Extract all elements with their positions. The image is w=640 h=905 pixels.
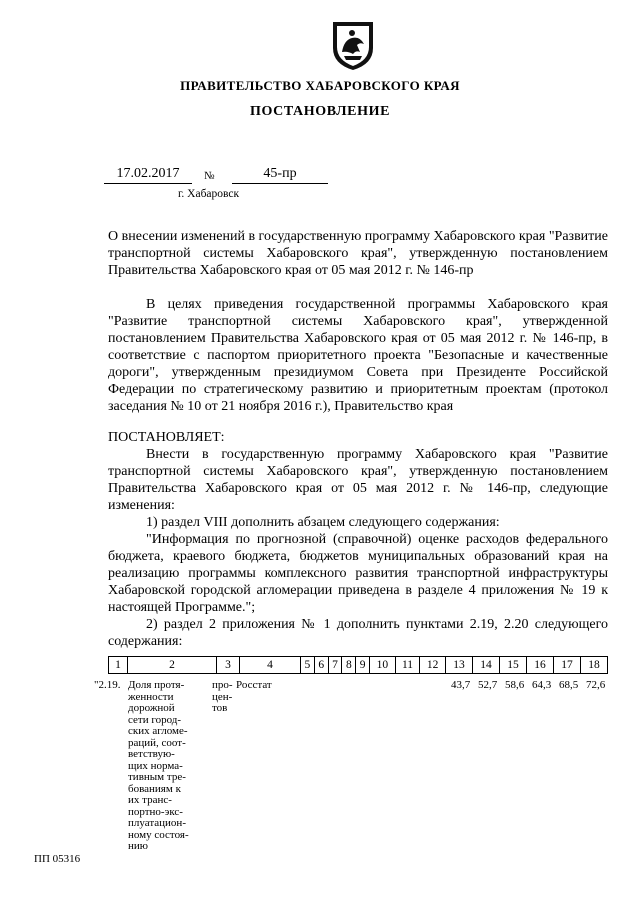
paragraph-item-2: 2) раздел 2 приложения № 1 дополнить пунктами 2.19, 2.20 следующего содержания: — [108, 617, 608, 649]
name-line: нию — [128, 840, 148, 852]
decree-title: О внесении изменений в государственную программу Хабаровского края "Развитие транспортной системы Хабаровского края", утвержденную постановлением Правительства Хабаровского края от 05 мая 2012 г. № 146-пр — [108, 229, 608, 278]
decree-date: 17.02.2017 — [104, 166, 192, 184]
header-cell: 15 — [500, 657, 527, 674]
paragraph-item-1: 1) раздел VIII дополнить абзацем следующего содержания: — [146, 515, 500, 530]
row-value-18: 72,6 — [586, 679, 606, 691]
unit-line: тов — [212, 702, 228, 714]
row-number: "2.19. — [94, 679, 121, 691]
decree-number: 45-пр — [232, 166, 328, 184]
name-line: ветствую- — [128, 748, 175, 760]
row-value-16: 64,3 — [532, 679, 552, 691]
header-cell: 9 — [356, 657, 370, 674]
header-cell: 2 — [128, 657, 217, 674]
city: г. Хабаровск — [178, 188, 240, 200]
indicator-table-header — [108, 656, 608, 674]
row-unit — [212, 680, 233, 715]
row-value-15: 58,6 — [505, 679, 525, 691]
header-cell: 16 — [527, 657, 554, 674]
document-code: ПП 05316 — [34, 853, 81, 865]
paragraph-amend: Внести в государственную программу Хабаровского края "Развитие транспортной системы Хабаровского края", утвержденную постановлением Правительства Хабаровского края от 05 мая 2012 г. № 146-пр, следующие изменения: — [108, 447, 608, 513]
unit-line: про- — [212, 679, 233, 691]
header-cell: 7 — [328, 657, 342, 674]
name-line: ному состоя- — [128, 828, 189, 841]
name-line: ских агломе- — [128, 725, 188, 737]
name-line: дорожной — [128, 702, 175, 714]
paragraph-quote: "Информация по прогнозной (справочной) оценке расходов федерального бюджета, краевого бюджета, бюджетов муниципальных образований края на реализацию программы комплексного развития транспортной инфраструктуры Хабаровской городской агломерации приведена в разделе 4 приложения № 19 к настоящей Программе."; — [108, 532, 608, 615]
header-cell: 8 — [342, 657, 356, 674]
row-value-13: 43,7 — [451, 679, 471, 691]
header-cell: 1 — [109, 657, 128, 674]
name-line: сети город- — [128, 713, 182, 726]
header-cell: 11 — [395, 657, 420, 674]
header-cell: 5 — [301, 657, 315, 674]
coat-of-arms-emblem — [330, 18, 376, 72]
name-line: их транс- — [128, 794, 172, 806]
header-cell: 6 — [314, 657, 328, 674]
name-line: щих норма- — [128, 759, 183, 772]
name-line: женности — [128, 690, 174, 703]
row-value-14: 52,7 — [478, 679, 498, 691]
unit-line: цен- — [212, 690, 233, 703]
row-value-17: 68,5 — [559, 679, 579, 691]
header-cell: 13 — [446, 657, 473, 674]
header-cell: 18 — [581, 657, 608, 674]
header-cell: 3 — [217, 657, 240, 674]
document-type: ПОСТАНОВЛЕНИЕ — [249, 104, 391, 119]
header-cell: 10 — [370, 657, 396, 674]
name-line: Доля протя- — [128, 679, 185, 691]
header-cell: 12 — [420, 657, 446, 674]
name-line: тивным тре- — [128, 771, 186, 783]
name-line: плуатацион- — [128, 817, 186, 829]
row-indicator-name — [128, 680, 204, 853]
header-cell: 4 — [240, 657, 301, 674]
paragraph-preamble: В целях приведения государственной программы Хабаровского края "Развитие транспортной системы Хабаровского края", утвержденной постановлением Правительства Хабаровского края от 05 мая 2012 г. № 146-пр, в соответствие с паспортом приоритетного проекта "Безопасные и качественные дороги", утвержденным президиумом Совета при Президенте Российской Федерации по стратегическому развитию и приоритетным проектам (протокол заседания № 10 от 21 ноября 2016 г.), Правительство края — [108, 297, 608, 414]
name-line: портно-экс- — [128, 805, 183, 818]
paragraph-resolves: ПОСТАНОВЛЯЕТ: — [108, 430, 225, 445]
name-line: раций, соот- — [128, 736, 186, 749]
row-source: Росстат — [236, 679, 272, 691]
header-cell: 14 — [473, 657, 500, 674]
government-name: ПРАВИТЕЛЬСТВО ХАБАРОВСКОГО КРАЯ — [180, 78, 460, 93]
header-cell: 17 — [554, 657, 581, 674]
number-sign: № — [204, 170, 215, 182]
name-line: бованиям к — [128, 782, 181, 795]
